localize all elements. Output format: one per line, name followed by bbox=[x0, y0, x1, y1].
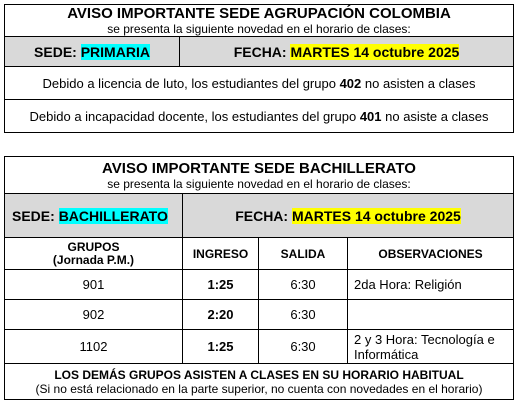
bachillerato-fecha-value: MARTES 14 octubre 2025 bbox=[291, 207, 461, 224]
bachillerato-fecha-cell bbox=[183, 194, 514, 238]
primaria-sede-label: SEDE: bbox=[34, 43, 81, 60]
row-grupo: 902 bbox=[5, 300, 183, 330]
primaria-sede-cell bbox=[5, 37, 180, 67]
table-row bbox=[5, 330, 514, 364]
bachillerato-sede-value: BACHILLERATO bbox=[58, 207, 168, 224]
notice-2-text: Debido a incapacidad docente, los estudiantes del grupo bbox=[29, 108, 360, 124]
notice-1-group: 402 bbox=[339, 75, 362, 91]
bachillerato-subtitle: se presenta la siguiente novedad en el horario de clases: bbox=[107, 176, 411, 191]
bachillerato-title-cell bbox=[5, 157, 514, 194]
row-ingreso: 1:25 bbox=[183, 270, 259, 300]
footer-main-note: LOS DEMÁS GRUPOS ASISTEN A CLASES EN SU HORARIO HABITUAL bbox=[54, 367, 464, 382]
bachillerato-sede-label: SEDE: bbox=[12, 207, 59, 224]
bachillerato-fecha-label: FECHA: bbox=[235, 207, 292, 224]
row-grupo: 901 bbox=[5, 270, 183, 300]
notice-1-text-end: no asisten a clases bbox=[361, 75, 476, 91]
primaria-sede-value: PRIMARIA bbox=[80, 43, 150, 60]
row-observaciones: 2 y 3 Hora: Tecnología e Informática bbox=[348, 330, 514, 364]
header-grupos-label: GRUPOS bbox=[67, 239, 120, 254]
primaria-fecha-label: FECHA: bbox=[233, 43, 291, 60]
primaria-subtitle: se presenta la siguiente novedad en el horario de clases: bbox=[107, 22, 411, 36]
header-ingreso: INGRESO bbox=[183, 238, 259, 270]
bachillerato-footer-cell bbox=[5, 364, 514, 400]
notice-2-text-end: no asiste a clases bbox=[381, 108, 489, 124]
row-ingreso: 2:20 bbox=[183, 300, 259, 330]
row-grupo: 1102 bbox=[5, 330, 183, 364]
header-jornada-label: (Jornada P.M.) bbox=[52, 252, 135, 267]
row-ingreso: 1:25 bbox=[183, 330, 259, 364]
row-salida: 6:30 bbox=[259, 330, 348, 364]
header-grupos bbox=[5, 238, 183, 270]
primaria-title: AVISO IMPORTANTE SEDE AGRUPACIÓN COLOMBIA bbox=[67, 5, 451, 22]
row-salida: 6:30 bbox=[259, 270, 348, 300]
bachillerato-title: AVISO IMPORTANTE SEDE BACHILLERATO bbox=[102, 159, 416, 177]
notice-1-text: Debido a licencia de luto, los estudiantes del grupo bbox=[42, 75, 340, 91]
primaria-fecha-value: MARTES 14 octubre 2025 bbox=[290, 43, 460, 60]
notice-2-group: 401 bbox=[359, 108, 382, 124]
footer-sub-note: (Si no está relacionado en la parte superior, no cuenta con novedades en el horario) bbox=[35, 381, 483, 396]
primaria-notice-1 bbox=[5, 67, 514, 100]
bachillerato-notice-table bbox=[4, 156, 514, 400]
header-salida: SALIDA bbox=[259, 238, 348, 270]
table-row bbox=[5, 270, 514, 300]
header-observaciones: OBSERVACIONES bbox=[348, 238, 514, 270]
primaria-notice-2 bbox=[5, 100, 514, 133]
primaria-fecha-cell bbox=[180, 37, 514, 67]
primaria-title-cell bbox=[5, 5, 514, 37]
row-observaciones: 2da Hora: Religión bbox=[348, 270, 514, 300]
primaria-notice-table bbox=[4, 4, 514, 133]
table-row bbox=[5, 300, 514, 330]
row-observaciones bbox=[348, 300, 514, 330]
bachillerato-sede-cell bbox=[5, 194, 183, 238]
row-salida: 6:30 bbox=[259, 300, 348, 330]
